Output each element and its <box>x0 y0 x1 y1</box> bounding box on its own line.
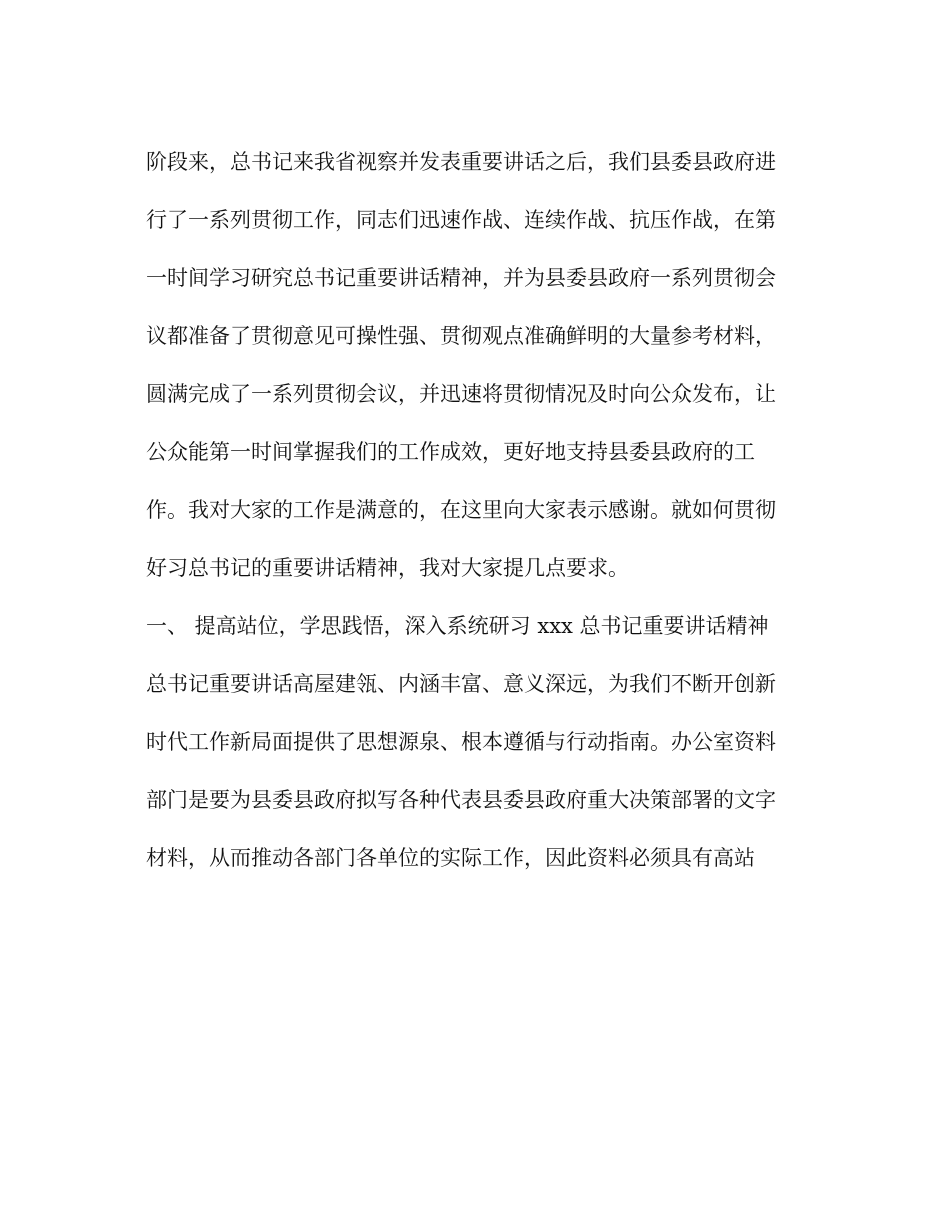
text-line: 阶段来，总书记来我省视察并发表重要讲话之后，我们县委县政府进 <box>146 150 776 174</box>
text-line: 总书记重要讲话高屋建瓴、内涵丰富、意义深远，为我们不断开创新 <box>146 672 776 696</box>
text-line: 材料，从而推动各部门各单位的实际工作，因此资料必须具有高站 <box>146 846 755 870</box>
text-line: 圆满完成了一系列贯彻会议，并迅速将贯彻情况及时向公众发布，让 <box>146 382 776 406</box>
text-line: 部门是要为县委县政府拟写各种代表县委县政府重大决策部署的文字 <box>146 788 776 812</box>
section-heading: 一、 提高站位，学思践悟，深入系统研习 xxx 总书记重要讲话精神 <box>146 614 769 638</box>
text-line: 作。我对大家的工作是满意的，在这里向大家表示感谢。就如何贯彻 <box>146 498 776 522</box>
text-line: 议都准备了贯彻意见可操性强、贯彻观点准确鲜明的大量参考材料， <box>146 324 776 348</box>
text-line: 行了一系列贯彻工作，同志们迅速作战、连续作战、抗压作战，在第 <box>146 208 776 232</box>
text-line: 公众能第一时间掌握我们的工作成效，更好地支持县委县政府的工 <box>146 440 755 464</box>
text-line: 时代工作新局面提供了思想源泉、根本遵循与行动指南。办公室资料 <box>146 730 776 754</box>
text-line: 好习总书记的重要讲话精神，我对大家提几点要求。 <box>146 556 629 580</box>
body-text <box>146 133 806 887</box>
text-line: 一时间学习研究总书记重要讲话精神，并为县委县政府一系列贯彻会 <box>146 266 776 290</box>
